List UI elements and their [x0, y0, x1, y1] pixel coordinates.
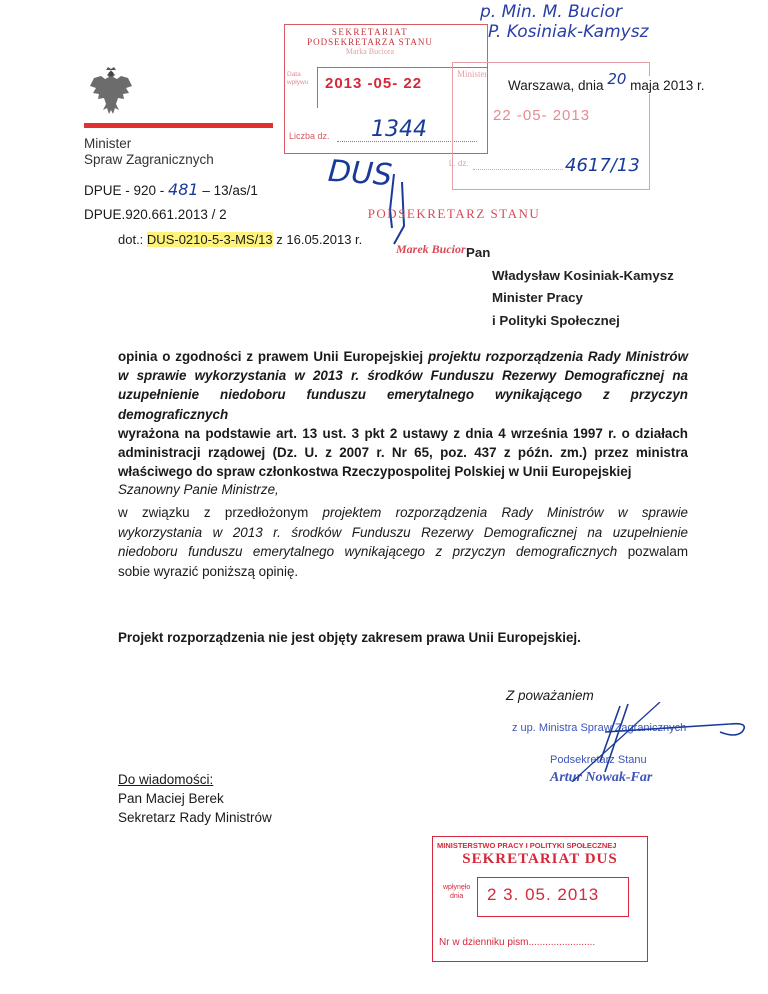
place-date-suffix: maja 2013 r. [630, 78, 705, 93]
place-date [506, 70, 706, 94]
paragraph-line-3-a: niedoboru funduszu emerytalnego wynikającego z przyczyn demograficznych [118, 544, 618, 559]
cc-line-1: Pan Maciej Berek [118, 791, 224, 806]
stamp-podsekretarz-line-1: PODSEKRETARZ STANU [367, 206, 541, 221]
paragraph-block [118, 503, 688, 581]
stamp-ministry-number-handwritten: 4617/13 [565, 155, 640, 176]
subject-line-1 [118, 347, 688, 366]
stamp-podsekretarz-name: Marek Bucior [396, 242, 466, 256]
recipient-line-2: Władysław Kosiniak-Kamysz [492, 267, 674, 283]
sender-block [84, 136, 214, 168]
stamp-secretariat-line-3: Marka Buciora [345, 47, 395, 56]
stamp-podsekretarz [354, 206, 554, 222]
stamp-bottom-date: 2 3. 05. 2013 [487, 885, 600, 904]
stamp-bottom-received-label-1: wpłynęło [443, 884, 471, 891]
subject-block [118, 347, 688, 481]
subject-line-5: administracji rządowej (Dz. U. z 2007 r. Nr 65, poz. 437 z późn. zm.) przez ministra [118, 445, 688, 461]
paragraph-line-1-b: projektem rozporządzenia Rady Ministrów w sprawie [322, 505, 688, 520]
subject-line-1-b: projektu rozporządzenia Rady Ministrów [427, 349, 688, 364]
reference-2: DPUE.920.661.2013 / 2 [84, 207, 227, 222]
paragraph-line-4: sobie wyrazić poniższą opinię. [118, 563, 299, 579]
recipient-block [466, 242, 674, 332]
stamp-bottom-received-label [443, 883, 470, 901]
stamp-number-handwritten: 1344 [371, 117, 427, 142]
paragraph-line-1 [118, 503, 688, 523]
stamp-bottom-journal: Nr w dzienniku pism........................ [439, 937, 596, 948]
paragraph-line-3-b: pozwalam [617, 544, 688, 559]
paragraph-line-3 [118, 542, 688, 562]
recipient-line-4: i Polityki Społecznej [492, 312, 620, 328]
stamp-date-label: Data wpływu [287, 71, 309, 86]
handwritten-line-1: p. Min. M. Bucior [480, 2, 622, 22]
place-date-prefix: Warszawa, dnia [508, 78, 604, 93]
sender-line-1: Minister [84, 136, 132, 151]
reference-3-highlight: DUS-0210-5-3-MS/13 [146, 232, 273, 247]
letterhead-red-bar [84, 123, 273, 128]
stamp-bottom [432, 836, 648, 962]
subject-line-3: uzupełnienie niedoboru funduszu emerytalnego wynikającego z przyczyn demograficznych [118, 387, 688, 422]
stamp-secretariat-date: 2013 -05- 22 [325, 75, 423, 92]
reference-1-suffix: – 13/as/1 [202, 183, 258, 198]
handwritten-line-2: P. Kosiniak-Kamysz [488, 22, 649, 42]
signature-scribble-icon [510, 702, 750, 782]
stamp-secretariat-line-1: SEKRETARIAT [331, 27, 409, 37]
stamp-bottom-received-label-2: dnia [450, 893, 464, 900]
stamp-ministry-date: 22 -05- 2013 [493, 107, 591, 124]
reference-1-prefix: DPUE - 920 - [84, 183, 165, 198]
sender-line-2: Spraw Zagranicznych [84, 152, 214, 167]
stamp-bottom-line-1: MINISTERSTWO PRACY I POLITYKI SPOŁECZNEJ [437, 841, 617, 850]
stamp-ministry-label: Minister [457, 69, 488, 79]
signature-stamp-line-1: z up. Ministra Spraw Zagranicznych [512, 722, 687, 734]
handwritten-top-note [480, 2, 720, 42]
stamp-ministry-number-dots [473, 169, 563, 170]
subject-line-1-a: opinia o zgodności z prawem Unii Europejskiej [118, 349, 428, 364]
subject-line-2: w sprawie wykorzystania w 2013 r. środków Funduszu Rezerwy Demograficznej na [118, 368, 688, 384]
paragraph-line-2: wykorzystania w 2013 r. środków Funduszu Rezerwy Demograficznej na uzupełnienie [118, 524, 688, 540]
handwritten-dus: DUS [326, 153, 394, 194]
conclusion: Projekt rozporządzenia nie jest objęty zakresem prawa Unii Europejskiej. [118, 630, 581, 645]
subject-line-4: wyrażona na podstawie art. 13 ust. 3 pkt 2 ustawy z dnia 4 września 1997 r. o działach [118, 425, 688, 441]
salutation: Szanowny Panie Ministrze, [118, 482, 279, 497]
reference-1-handwritten: 481 [168, 180, 199, 199]
polish-eagle-emblem-icon [88, 66, 134, 118]
reference-3 [118, 232, 362, 247]
place-date-day: 20 [607, 70, 627, 88]
recipient-line-1: Pan [466, 245, 491, 260]
closing: Z poważaniem [506, 688, 594, 703]
cc-block [118, 770, 272, 827]
paragraph-line-1-a: w związku z przedłożonym [118, 505, 323, 520]
signature-stamp-line-2: Podsekretarz Stanu [550, 754, 647, 766]
stamp-ministry-number-label: L. dz. [449, 159, 469, 168]
subject-line-6: właściwego do spraw członkostwa Rzeczypospolitej Polskiej w Unii Europejskiej [118, 464, 632, 480]
stamp-bottom-line-2: SEKRETARIAT DUS [462, 851, 618, 867]
stamp-number-label: Liczba dz. [289, 131, 330, 141]
reference-1 [84, 180, 258, 199]
signature-stamp [510, 716, 750, 796]
recipient-line-3: Minister Pracy [492, 290, 583, 305]
reference-3-prefix: dot.: [118, 232, 144, 247]
cc-heading: Do wiadomości: [118, 772, 214, 787]
signature-stamp-line-3: Artur Nowak-Far [550, 770, 653, 785]
stamp-secretariat-line-2: PODSEKRETARZA STANU [307, 37, 433, 47]
reference-3-suffix: z 16.05.2013 r. [276, 232, 363, 247]
cc-line-2: Sekretarz Rady Ministrów [118, 810, 272, 825]
